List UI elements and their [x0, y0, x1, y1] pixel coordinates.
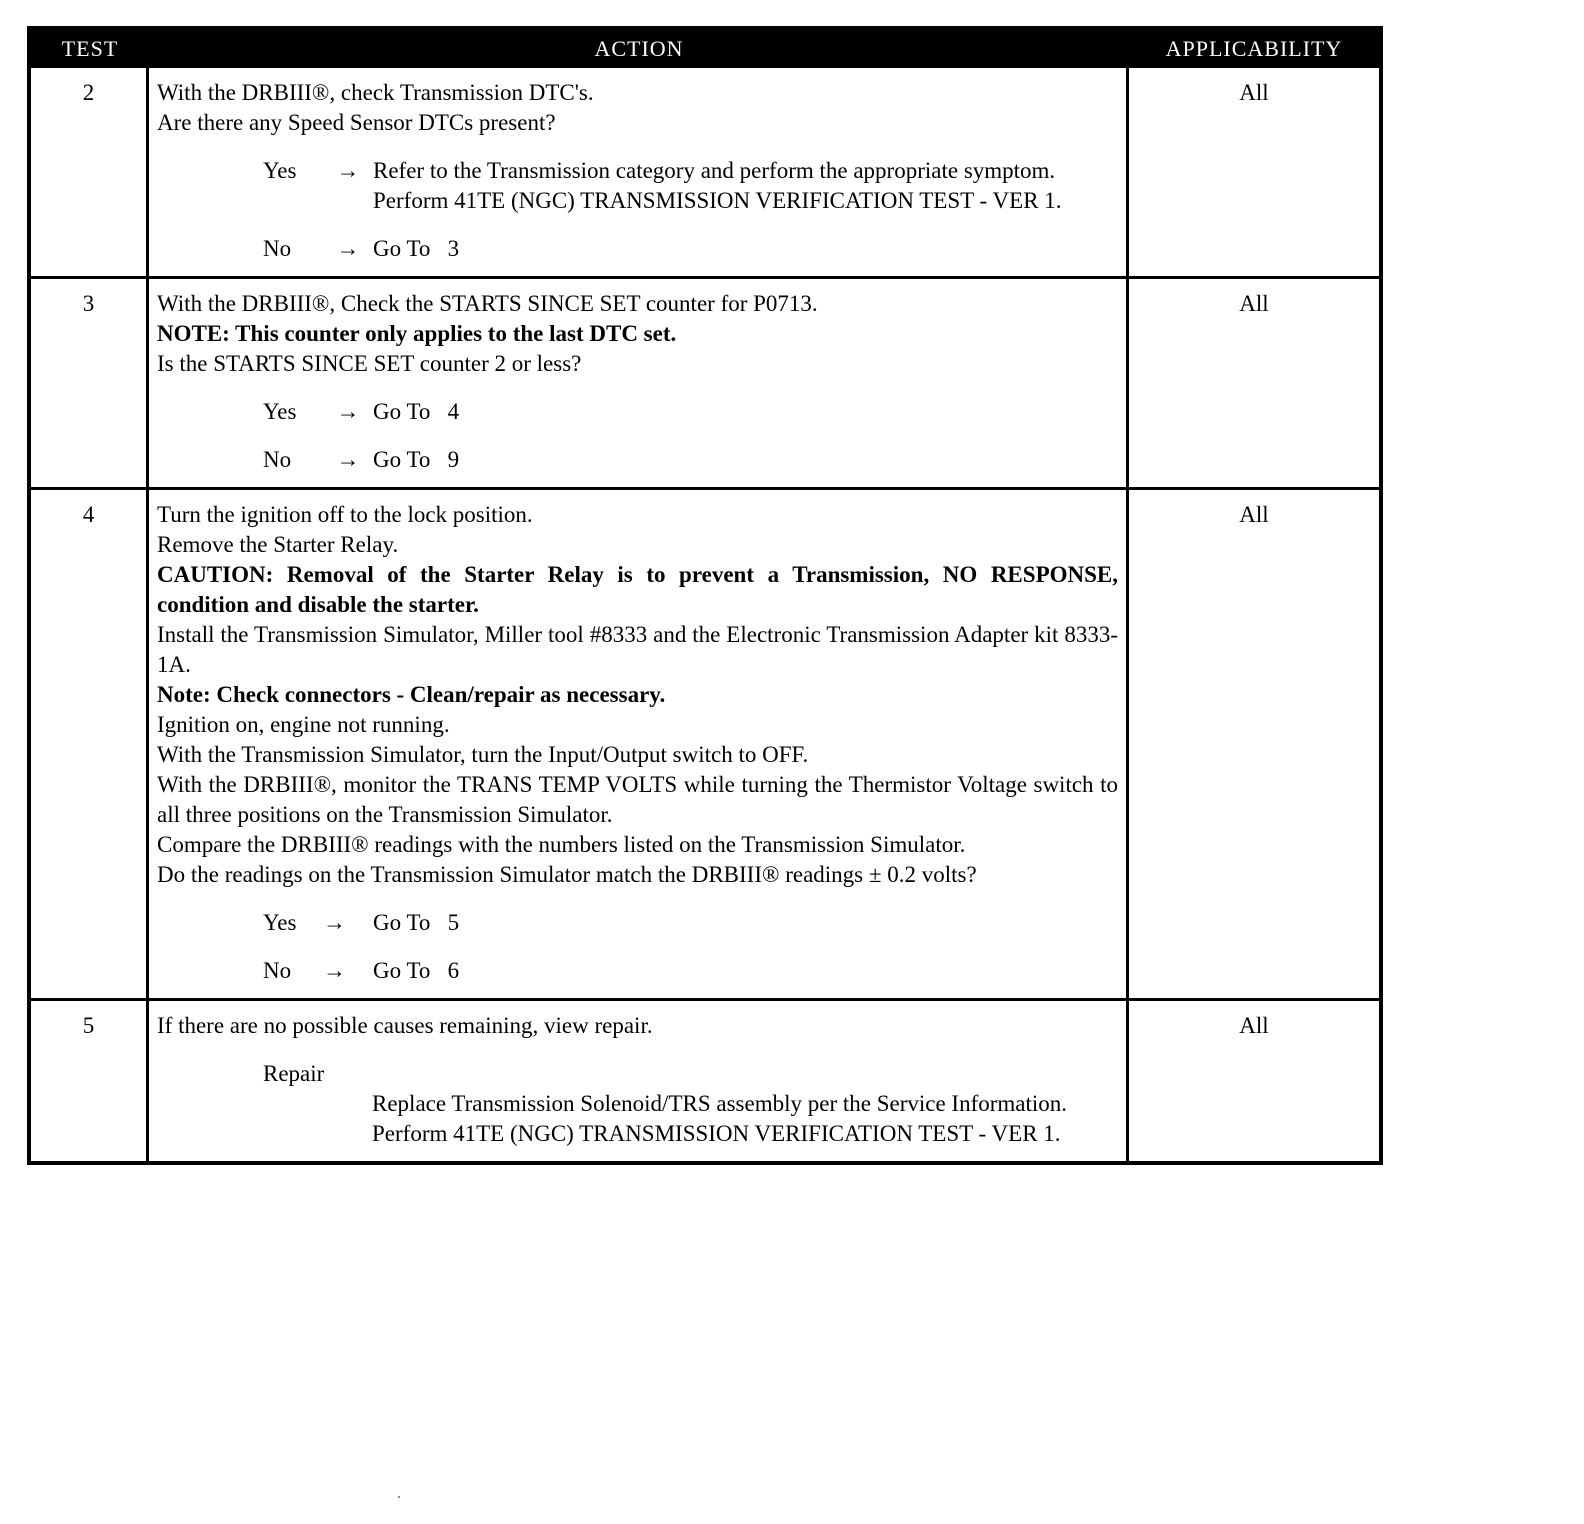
no-label: No — [263, 447, 292, 472]
action-line: Is the STARTS SINCE SET counter 2 or less? — [157, 351, 582, 376]
header-action: ACTION — [594, 36, 684, 61]
no-result: Go To 3 — [373, 236, 460, 261]
yes-branch — [157, 397, 1118, 427]
action-line: Do the readings on the Transmission Simulator match the DRBIII® readings ± 0.2 volts? — [157, 862, 977, 887]
yes-label: Yes — [263, 399, 297, 424]
action-line: Ignition on, engine not running. — [157, 712, 450, 737]
no-label: No — [263, 236, 292, 261]
action-cell — [149, 68, 1129, 276]
yes-branch — [157, 156, 1118, 216]
action-line: With the DRBIII®, monitor the TRANS TEMP VOLTS while turning the Thermistor Voltage switch to all three positions on the Transmission Simulator. — [157, 772, 1118, 827]
test-number: 2 — [31, 68, 149, 276]
arrow-icon: → — [323, 958, 346, 983]
caution-line: CAUTION: Removal of the Starter Relay is to prevent a Transmission, NO RESPONSE, condition and disable the starter. — [157, 562, 1118, 617]
table-header — [31, 30, 1379, 68]
action-line: Compare the DRBIII® readings with the numbers listed on the Transmission Simulator. — [157, 832, 966, 857]
repair-line: Replace Transmission Solenoid/TRS assembly per the Service Information. — [372, 1091, 1068, 1116]
action-line: Install the Transmission Simulator, Miller tool #8333 and the Electronic Transmission Adapter kit 8333-1A. — [157, 622, 1118, 677]
no-result: Go To 6 — [373, 958, 460, 983]
repair-label: Repair — [263, 1061, 325, 1086]
table-row — [31, 487, 1379, 998]
applicability: All — [1239, 1013, 1269, 1038]
applicability: All — [1239, 80, 1269, 105]
action-line: With the DRBIII®, Check the STARTS SINCE SET counter for P0713. — [157, 291, 818, 316]
action-line: Remove the Starter Relay. — [157, 532, 399, 557]
table-row — [31, 68, 1379, 276]
yes-label: Yes — [263, 910, 297, 935]
test-number: 5 — [31, 1001, 149, 1161]
header-applicability: APPLICABILITY — [1165, 36, 1343, 61]
table-row — [31, 276, 1379, 487]
action-line: Are there any Speed Sensor DTCs present? — [157, 110, 556, 135]
yes-result: Go To 5 — [373, 910, 460, 935]
action-line: With the Transmission Simulator, turn the Input/Output switch to OFF. — [157, 742, 809, 767]
yes-label: Yes — [263, 158, 297, 183]
arrow-icon: → — [336, 236, 360, 261]
no-branch — [157, 956, 1118, 986]
yes-result-line: Perform 41TE (NGC) TRANSMISSION VERIFICATION TEST - VER 1. — [373, 188, 1062, 213]
yes-result-line: Refer to the Transmission category and perform the appropriate symptom. — [373, 158, 1056, 183]
header-test: TEST — [61, 36, 119, 61]
scan-speck — [398, 1496, 400, 1498]
diagnostic-table — [27, 26, 1383, 1165]
arrow-icon: → — [336, 158, 360, 183]
arrow-icon: → — [323, 910, 346, 935]
no-branch — [157, 445, 1118, 475]
arrow-icon: → — [336, 447, 360, 472]
action-cell — [149, 490, 1129, 998]
note-line: Note: Check connectors - Clean/repair as necessary. — [157, 682, 666, 707]
action-line: Turn the ignition off to the lock position. — [157, 502, 533, 527]
table-row — [31, 998, 1379, 1161]
applicability: All — [1239, 291, 1269, 316]
no-result: Go To 9 — [373, 447, 460, 472]
yes-result — [373, 156, 1118, 216]
no-label: No — [263, 958, 292, 983]
no-branch — [157, 234, 1118, 264]
arrow-icon: → — [336, 399, 360, 424]
repair-body — [372, 1089, 1118, 1149]
yes-result: Go To 4 — [373, 399, 460, 424]
action-line: With the DRBIII®, check Transmission DTC's. — [157, 80, 594, 105]
repair-line: Perform 41TE (NGC) TRANSMISSION VERIFICATION TEST - VER 1. — [372, 1121, 1061, 1146]
test-number: 3 — [31, 279, 149, 487]
applicability: All — [1239, 502, 1269, 527]
action-line: If there are no possible causes remaining, view repair. — [157, 1013, 653, 1038]
yes-branch — [157, 908, 1118, 938]
note-line: NOTE: This counter only applies to the last DTC set. — [157, 321, 677, 346]
action-cell — [149, 279, 1129, 487]
action-cell — [149, 1001, 1129, 1161]
test-number: 4 — [31, 490, 149, 998]
